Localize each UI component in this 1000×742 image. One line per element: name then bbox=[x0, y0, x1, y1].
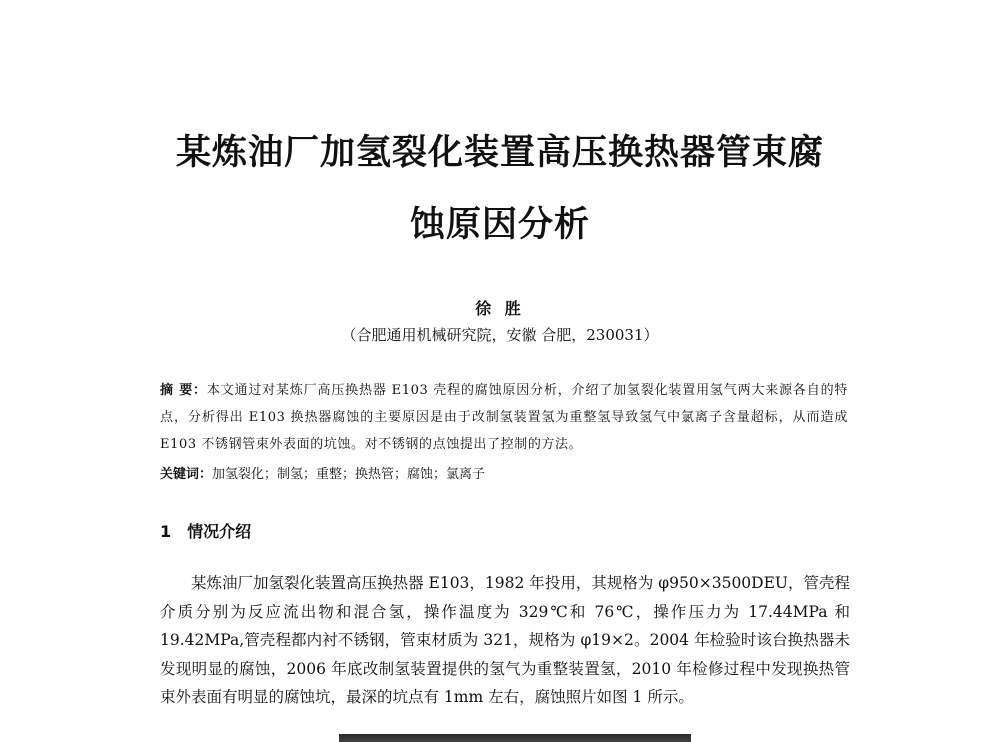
abstract bbox=[160, 377, 848, 458]
paper-title-line-2: 蚀原因分析 bbox=[409, 205, 590, 245]
keywords bbox=[160, 463, 848, 482]
author-affiliation: （合肥通用机械研究院，安徽 合肥，230031） bbox=[341, 326, 659, 344]
keywords-label: 关键词： bbox=[160, 467, 213, 482]
paper-title-line-1: 某炼油厂加氢裂化装置高压换热器管束腐 bbox=[175, 133, 824, 173]
abstract-text: 本文通过对某炼厂高压换热器 E103 壳程的腐蚀原因分析，介绍了加氢裂化装置用氢气两大来源各自的特点，分析得出 E103 换热器腐蚀的主要原因是由于改制氢装置氢为重整氢导致氢气中氯离子含量超标，从而造成 E103 不锈钢管束外表面的坑蚀。对不锈钢的点蚀提出了控制的方法。 bbox=[160, 383, 848, 452]
abstract-label: 摘 要： bbox=[160, 383, 207, 398]
section-heading bbox=[160, 519, 251, 542]
section-number: 1 bbox=[160, 522, 172, 541]
body-paragraph: 某炼油厂加氢裂化装置高压换热器 E103，1982 年投用，其规格为 φ950×3500DEU，管壳程介质分别为反应流出物和混合氢，操作温度为 329℃和 76℃，操作压力为 17.44MPa 和 19.42MPa,管壳程都内衬不锈钢，管束材质为 321，规格为 φ19×2。2004 年检验时该台换热器未发现明显的腐蚀，2006 年底改制氢装置提供的氢气为重整装置氢，2010 年检修过程中发现换热管束外表面有明显的腐蚀坑，最深的坑点有 1mm 左右，腐蚀照片如图 1 所示。 bbox=[160, 574, 850, 706]
section-body bbox=[160, 569, 850, 712]
figure-1-top-edge bbox=[339, 734, 691, 742]
author-name: 徐 胜 bbox=[475, 299, 525, 318]
section-title: 情况介绍 bbox=[187, 522, 252, 541]
keywords-text: 加氢裂化；制氢；重整；换热管；腐蚀；氯离子 bbox=[212, 467, 486, 482]
